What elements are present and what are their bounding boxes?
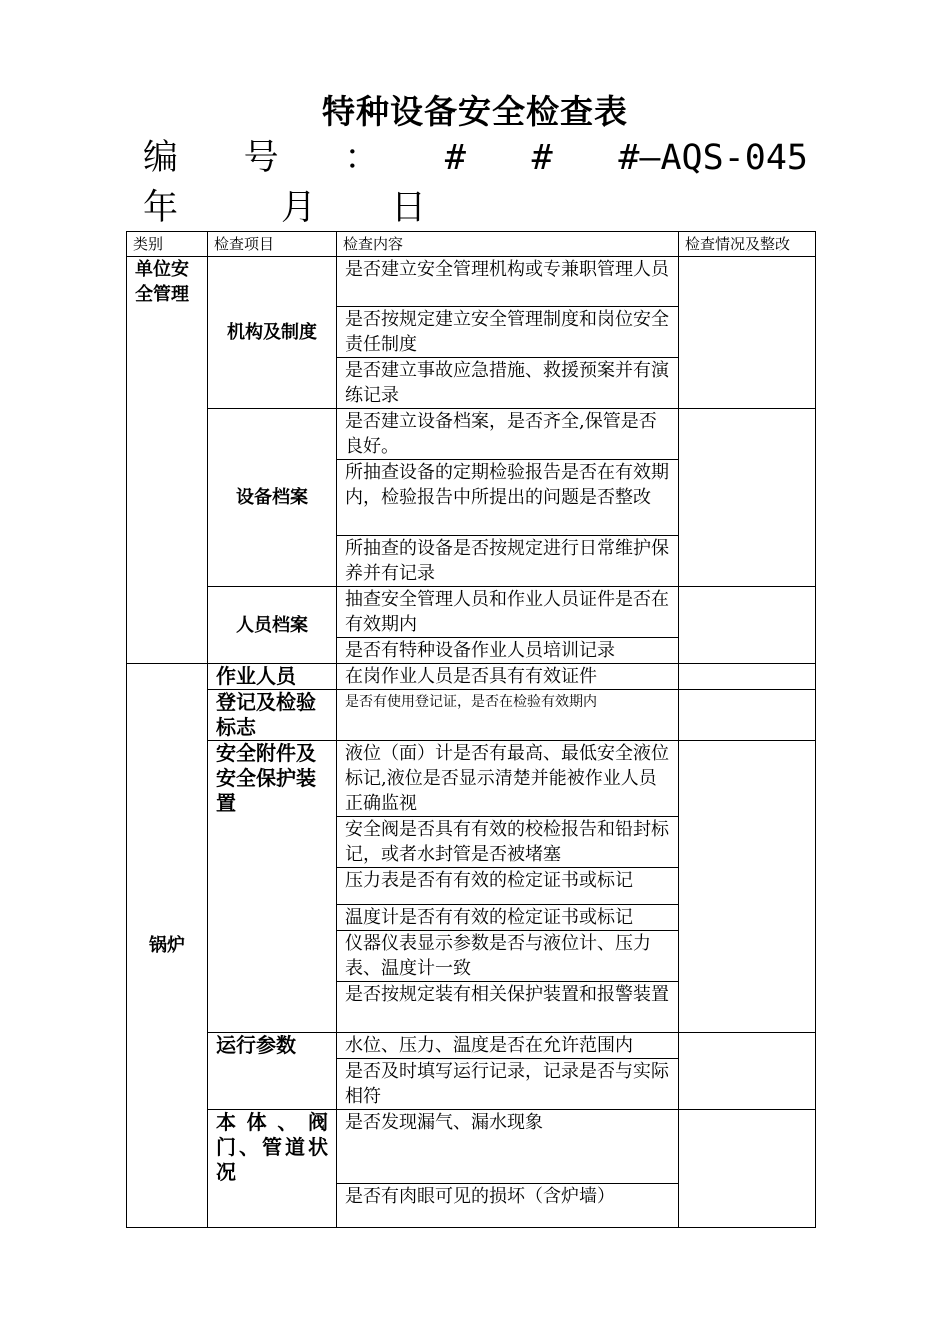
header-category: 类别 [127,232,208,257]
content-cell: 抽查安全管理人员和作业人员证件是否在有效期内 [337,587,679,638]
result-cell[interactable] [679,741,816,1033]
header-item: 检查项目 [208,232,337,257]
content-cell: 安全阀是否具有有效的校检报告和铅封标记，或者水封管是否被堵塞 [337,817,679,868]
date-day: 日 [391,188,427,228]
header-content: 检查内容 [337,232,679,257]
table-row [127,1033,816,1059]
page-title: 特种设备安全检查表 [322,92,628,131]
document-code: #—AQS-045 [618,138,808,178]
number-line [143,136,808,180]
inspection-table [126,231,816,1228]
result-cell[interactable] [679,1033,816,1110]
result-cell[interactable] [679,257,816,409]
content-cell: 在岗作业人员是否具有有效证件 [337,664,679,690]
content-cell: 是否建立事故应急措施、救援预案并有演练记录 [337,358,679,409]
table-row [127,741,816,817]
result-cell[interactable] [679,664,816,690]
item-equipment-archive: 设备档案 [208,409,337,587]
table-row [127,257,816,307]
date-year: 年 [143,188,179,228]
content-cell: 水位、压力、温度是否在允许范围内 [337,1033,679,1059]
table-row [127,409,816,460]
table-row [127,664,816,690]
item-registration: 登记及检验标志 [208,690,337,741]
content-cell: 是否有肉眼可见的损坏（含炉墙） [337,1184,679,1228]
number-label-2: 号 [243,138,279,178]
date-line [143,186,808,230]
item-safety-devices: 安全附件及安全保护装置 [208,741,337,1033]
table-row [127,1110,816,1184]
item-staff-archive: 人员档案 [208,587,337,664]
result-cell[interactable] [679,690,816,741]
content-cell: 是否有特种设备作业人员培训记录 [337,638,679,664]
content-cell: 所抽查设备的定期检验报告是否在有效期内，检验报告中所提出的问题是否整改 [337,460,679,536]
content-cell: 是否建立安全管理机构或专兼职管理人员 [337,257,679,307]
table-row [127,587,816,638]
table-header-row [127,232,816,257]
table-row [127,690,816,741]
item-run-params: 运行参数 [208,1033,337,1110]
content-cell: 是否按规定装有相关保护装置和报警装置 [337,982,679,1033]
result-cell[interactable] [679,587,816,664]
number-colon: ： [344,138,380,178]
result-cell[interactable] [679,409,816,587]
content-cell: 压力表是否有有效的检定证书或标记 [337,868,679,905]
number-hash-2: # [531,138,553,178]
item-org-system: 机构及制度 [208,257,337,409]
content-cell: 温度计是否有有效的检定证书或标记 [337,905,679,931]
category-boiler: 锅炉 [127,664,208,1228]
content-cell: 是否按规定建立安全管理制度和岗位安全责任制度 [337,307,679,358]
category-unit-management: 单位安全管理 [127,257,208,664]
header-result: 检查情况及整改 [679,232,816,257]
number-hash-1: # [444,138,466,178]
content-cell: 仪器仪表显示参数是否与液位计、压力表、温度计一致 [337,931,679,982]
content-cell: 是否建立设备档案，是否齐全,保管是否良好。 [337,409,679,460]
number-label-1: 编 [143,138,179,178]
content-cell: 是否及时填写运行记录，记录是否与实际相符 [337,1059,679,1110]
result-cell[interactable] [679,1110,816,1228]
content-cell: 是否发现漏气、漏水现象 [337,1110,679,1184]
item-body-valve-pipe: 本体、阀门、管道状况 [208,1110,337,1228]
content-cell: 液位（面）计是否有最高、最低安全液位标记,液位是否显示清楚并能被作业人员正确监视 [337,741,679,817]
content-cell: 是否有使用登记证，是否在检验有效期内 [337,690,679,741]
item-operator: 作业人员 [208,664,337,690]
date-month: 月 [281,188,317,228]
content-cell: 所抽查的设备是否按规定进行日常维护保养并有记录 [337,536,679,587]
